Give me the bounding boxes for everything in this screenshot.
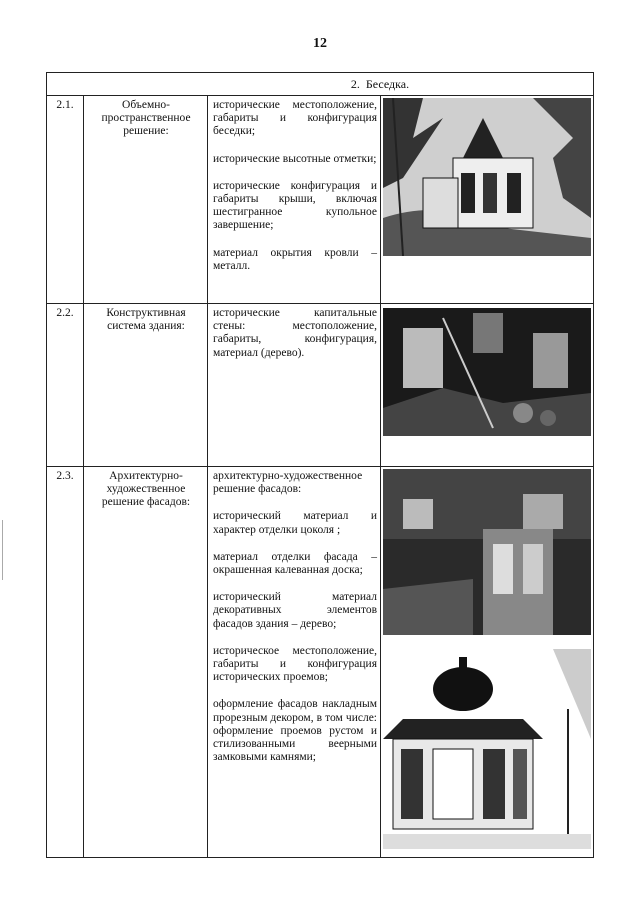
- row-number: 2.3.: [56, 470, 74, 482]
- facade-detail-photo: [383, 469, 591, 635]
- row-name: Объемно-пространственное решение:: [101, 99, 191, 137]
- row-number: 2.2.: [56, 307, 74, 319]
- table-row: [47, 304, 593, 467]
- gazebo-exterior-photo: [383, 98, 591, 256]
- description-item: исторические местоположение, габариты и конфигурация беседки;: [213, 99, 377, 138]
- row-description: [213, 307, 377, 374]
- table-row: [47, 96, 593, 304]
- gazebo-interior-photo: [383, 308, 591, 436]
- section-header: [47, 73, 593, 96]
- description-item: материал отделки фасада – окрашенная калеванная доска;: [213, 550, 377, 577]
- description-item: исторический материал декоративных элементов фасадов здания – дерево;: [213, 591, 377, 630]
- gazebo-winter-photo: [383, 649, 591, 849]
- row-description: [213, 99, 377, 287]
- description-item: исторические конфигурация и габариты крыши, включая шестигранное купольное завершение;: [213, 179, 377, 232]
- row-name: Конструктивная система здания:: [106, 307, 186, 332]
- row-name: Архитектурно-художественное решение фасадов:: [101, 470, 191, 508]
- description-item: материал окрытия кровли – металл.: [213, 246, 377, 272]
- description-item: историческое местоположение, габариты и конфигурация исторических проемов;: [213, 644, 377, 684]
- table-row: [47, 467, 593, 857]
- row-description: [213, 470, 377, 778]
- description-item: оформление фасадов накладным прорезным декором, в том числе: оформление проемов рустом и стилизованными веерными замковыми камнями;: [213, 698, 377, 764]
- section-title: Беседка.: [365, 77, 410, 91]
- page-number: 12: [313, 36, 327, 51]
- description-item: исторические капитальные стены: местоположение, габариты, конфигурация, материал (дерево).: [213, 307, 377, 359]
- description-item: исторические высотные отметки;: [213, 152, 377, 165]
- scan-margin-mark: [2, 520, 3, 580]
- heritage-table: [46, 72, 594, 858]
- description-item: исторический материал и характер отделки цоколя ;: [213, 510, 377, 536]
- row-number: 2.1.: [56, 99, 74, 111]
- section-number: 2.: [350, 77, 360, 91]
- description-item: архитектурно-художественное решение фасадов:: [213, 470, 363, 496]
